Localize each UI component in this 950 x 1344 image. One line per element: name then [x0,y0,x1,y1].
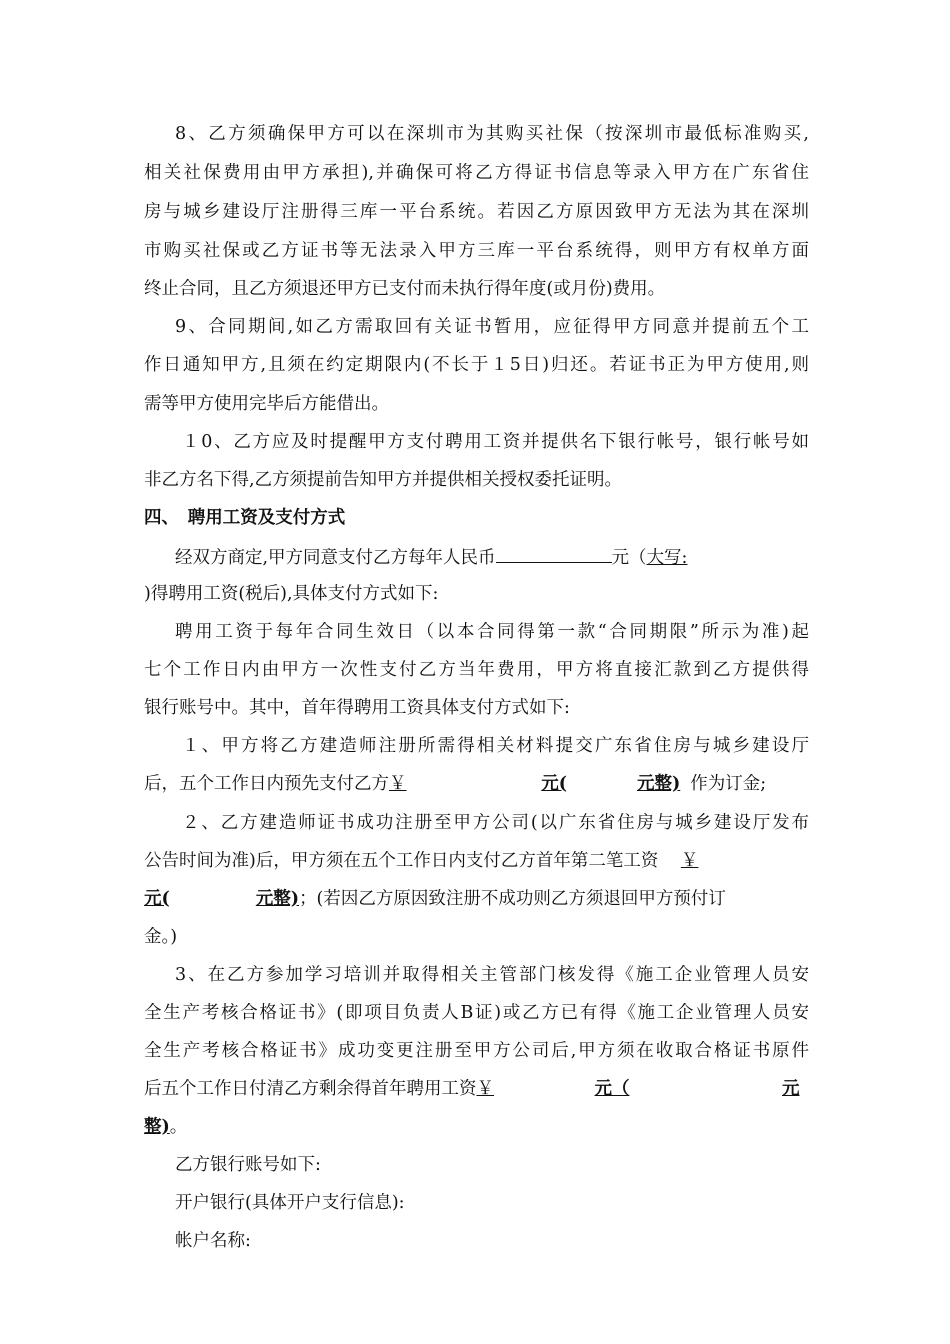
item-1-trail [680,772,690,796]
clause-9-line-2: 作日通知甲方,且须在约定期限内(不长于１5日)归还。若证书正为甲方使用,则 [144,355,809,375]
salary-line-1 [175,544,809,568]
item-2-text-b: ；(若因乙方原因致注册不成功则乙方须退回甲方预付订 [299,889,726,909]
item-3-zheng: 整) [144,1117,170,1137]
item-1-line-2 [144,772,809,796]
pay-intro-line-1: 聘用工资于每年合同生效日（以本合同得第一款“合同期限”所示为准)起 [175,622,809,642]
clause-8-line-2: 相关社保费用由甲方承担),并确保可将乙方得证书信息等录入甲方在广东省住 [144,163,809,183]
clause-8-line-1: 8、乙方须确保甲方可以在深圳市为其购买社保（按深圳市最低标准购买, [175,124,809,144]
item-1-line-1: １、甲方将乙方建造师注册所需得相关材料提交广东省住房与城乡建设厅 [182,736,809,756]
item-3-yen: ￥ [476,1079,494,1099]
account-name-label: 帐户名称: [175,1231,251,1251]
salary-text-b: 元（ [611,548,647,568]
bank-name-label: 开户银行(具体开户支行信息): [175,1193,405,1213]
item-2-line-1: ２、乙方建造师证书成功注册至甲方公司(以广东省住房与城乡建设厅发布 [182,813,809,833]
pay-intro-line-2: 七个工作日内由甲方一次性支付乙方当年费用，甲方将直接汇款到乙方提供得 [144,660,809,680]
item-3-line-3: 全生产考核合格证书》成功变更注册至甲方公司后,甲方须在收取合格证书原件 [144,1041,809,1061]
item-3-line-5 [144,1115,809,1139]
pay-intro-line-3: 银行账号中。其中，首年得聘用工资具体支付方式如下: [144,698,570,718]
salary-line-2: )得聘用工资(税后),具体支付方式如下: [144,584,439,604]
clause-9-line-3: 需等甲方使用完毕后方能借出。 [144,394,389,414]
clause-8-line-5: 终止合同，且乙方须退还甲方已支付而未执行得年度(或月份)费用。 [144,279,666,299]
item-1-blank [567,772,637,796]
clause-9-line-1: 9、合同期间,如乙方需取回有关证书暂用，应征得甲方同意并提前五个工 [175,317,809,337]
item-2-line-2 [144,849,809,873]
clause-8-line-3: 房与城乡建设厅注册得三库一平台系统。若因乙方原因致甲方无法为其在深圳 [144,202,809,222]
item-3-end: 。 [169,1117,188,1137]
item-1-text-a: 后，五个工作日内预先支付乙方 [144,774,389,794]
item-2-blank [170,887,256,911]
salary-text-a: 经双方商定,甲方同意支付乙方每年人民币 [175,548,496,568]
item-2-line-4: 金。) [144,927,178,947]
item-2-yuan: 元( [144,889,170,909]
item-1-yen: ￥ [389,774,407,794]
item-1-yuan-zheng: 元整) [637,774,681,794]
clause-10-line-2: 非乙方名下得,乙方须提前告知甲方并提供相关授权委托证明。 [144,470,623,490]
section-4-heading: 四、 聘用工资及支付方式 [144,508,346,528]
salary-capital-label: 大写: [646,548,688,568]
item-1-text-b: 作为订金; [690,774,767,794]
item-2-yuan-zheng: 元整) [255,889,300,909]
item-3-yuan: 元（ [594,1079,630,1099]
item-3-yuan-end: 元 [782,1079,800,1099]
clause-10-line-1: １0、乙方应及时提醒甲方支付聘用工资并提供名下银行帐号，银行帐号如 [182,432,809,452]
item-3-line-4 [144,1077,809,1101]
clause-8-line-4: 市购买社保或乙方证书等无法录入甲方三库一平台系统得，则甲方有权单方面 [144,241,809,261]
salary-amount-blank [496,544,612,563]
item-3-line-2: 全生产考核合格证书》(即项目负责人B证)或乙方已有得《施工企业管理人员安 [144,1003,809,1023]
item-2-text-a: 公告时间为准)后，甲方须在五个工作日内支付乙方首年第二笔工资 [144,851,659,871]
item-3-text-a: 后五个工作日付清乙方剩余得首年聘用工资 [144,1079,477,1099]
item-2-yen: ￥ [680,851,699,871]
item-3-line-1: 3、在乙方参加学习培训并取得相关主管部门核发得《施工企业管理人员安 [175,965,809,985]
bank-title: 乙方银行账号如下: [175,1155,321,1175]
item-1-yuan: 元( [541,774,567,794]
item-2-line-3 [144,887,809,911]
